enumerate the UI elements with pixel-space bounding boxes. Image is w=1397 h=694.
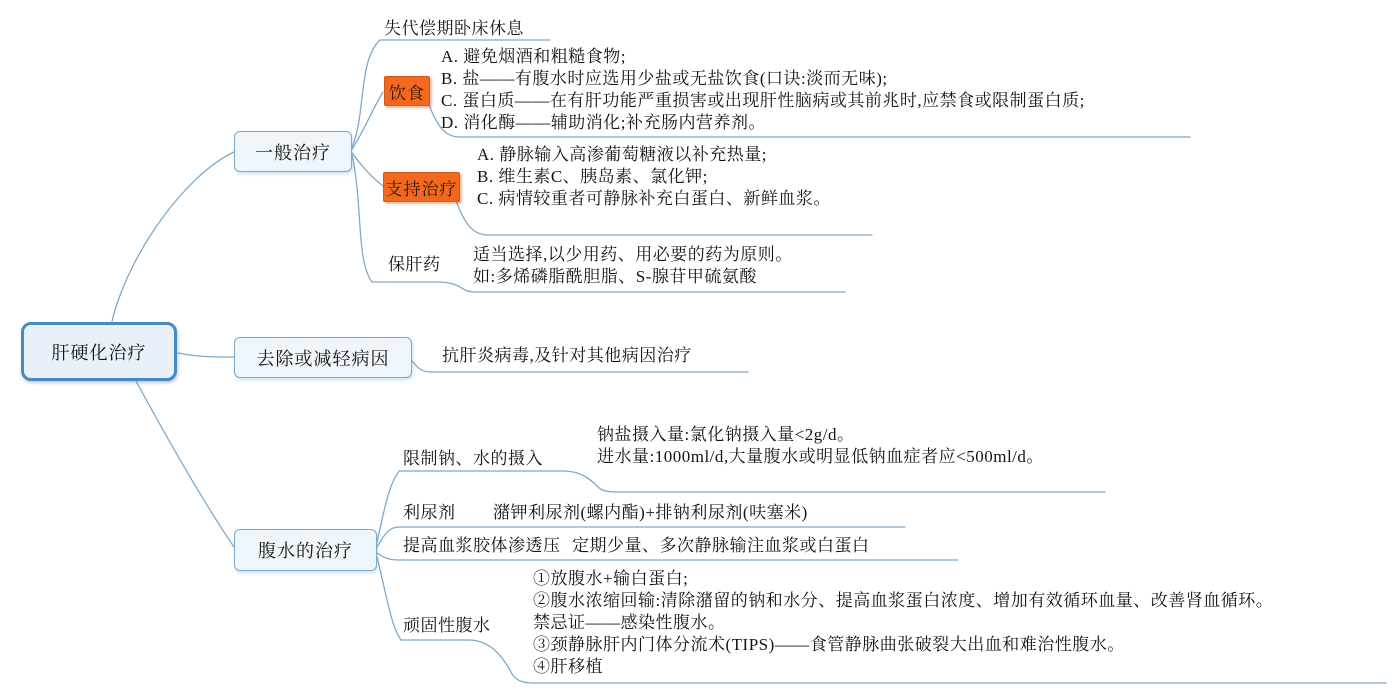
diet-item: B. 盐——有腹水时应选用少盐或无盐饮食(口诀:淡而无味); bbox=[441, 69, 888, 88]
link-general-diet bbox=[352, 92, 383, 149]
topic-refractory-label: 顽固性腹水 bbox=[403, 616, 491, 635]
tag-supportive-therapy[interactable] bbox=[383, 172, 460, 202]
tag-diet[interactable] bbox=[384, 76, 430, 106]
root-node-label: 肝硬化治疗 bbox=[51, 342, 147, 363]
refractory-item: ①放腹水+输白蛋白; bbox=[533, 569, 689, 588]
topic-diuretic-label: 利尿剂 bbox=[403, 503, 456, 522]
topic-diet-content[interactable] bbox=[441, 46, 1085, 134]
diet-item: C. 蛋白质——在有肝功能严重损害或出现肝性脑病或其前兆时,应禁食或限制蛋白质; bbox=[441, 91, 1085, 110]
topic-liver-drug-content[interactable] bbox=[473, 244, 793, 288]
link-root-ascites bbox=[136, 381, 234, 547]
support-item: C. 病情较重者可静脉补充白蛋白、新鲜血浆。 bbox=[477, 189, 831, 208]
topic-cause-detail[interactable] bbox=[442, 345, 692, 367]
topic-restrict-label: 限制钠、水的摄入 bbox=[403, 449, 543, 468]
restrict-item: 钠盐摄入量:氯化钠摄入量<2g/d。 bbox=[597, 425, 855, 444]
topic-refractory[interactable] bbox=[403, 615, 491, 637]
node-general-treatment-label: 一般治疗 bbox=[255, 142, 331, 163]
refractory-item: ②腹水浓缩回输:清除潴留的钠和水分、提高血浆蛋白浓度、增加有效循环血量、改善肾血循环。 bbox=[533, 591, 1274, 610]
liver-drug-item: 适当选择,以少用药、用必要的药为原则。 bbox=[473, 245, 793, 264]
topic-osmotic-detail-text: 定期少量、多次静脉输注血浆或白蛋白 bbox=[572, 536, 870, 555]
topic-liver-drug-label: 保肝药 bbox=[388, 255, 441, 274]
topic-diuretic[interactable] bbox=[403, 502, 456, 524]
node-ascites-treatment[interactable] bbox=[234, 529, 377, 571]
node-remove-cause-label: 去除或减轻病因 bbox=[256, 348, 390, 369]
link-root-general bbox=[112, 152, 234, 321]
diet-item: D. 消化酶——辅助消化;补充肠内营养剂。 bbox=[441, 113, 766, 132]
node-ascites-treatment-label: 腹水的治疗 bbox=[258, 541, 353, 561]
root-node-liver-cirrhosis-treatment[interactable] bbox=[21, 322, 177, 381]
topic-diuretic-detail-text: 潴钾利尿剂(螺内酯)+排钠利尿剂(呋塞米) bbox=[493, 503, 808, 522]
topic-cause-detail-text: 抗肝炎病毒,及针对其他病因治疗 bbox=[442, 346, 692, 365]
topic-restrict-content[interactable] bbox=[597, 424, 1044, 468]
topic-bed-rest[interactable] bbox=[384, 18, 524, 40]
diet-item: A. 避免烟酒和粗糙食物; bbox=[441, 47, 626, 66]
liver-drug-item: 如:多烯磷脂酰胆脂、S-腺苷甲硫氨酸 bbox=[473, 267, 757, 286]
refractory-item: 禁忌证——感染性腹水。 bbox=[533, 613, 726, 632]
support-item: A. 静脉输入高渗葡萄糖液以补充热量; bbox=[477, 145, 767, 164]
topic-support-content[interactable] bbox=[477, 144, 831, 210]
topic-bed-rest-text: 失代偿期卧床休息 bbox=[384, 19, 524, 38]
refractory-item: ④肝移植 bbox=[533, 657, 603, 676]
topic-osmotic-label: 提高血浆胶体渗透压 bbox=[403, 536, 561, 555]
topic-osmotic[interactable] bbox=[403, 535, 561, 557]
support-item: B. 维生素C、胰岛素、氯化钾; bbox=[477, 167, 708, 186]
topic-liver-drug[interactable] bbox=[388, 254, 441, 276]
node-general-treatment[interactable] bbox=[234, 131, 352, 172]
refractory-item: ③颈静脉肝内门体分流术(TIPS)——食管静脉曲张破裂大出血和难治性腹水。 bbox=[533, 635, 1125, 654]
tag-supportive-therapy-label: 支持治疗 bbox=[385, 179, 458, 199]
link-root-cause bbox=[178, 353, 234, 357]
restrict-item: 进水量:1000ml/d,大量腹水或明显低钠血症者应<500ml/d。 bbox=[597, 447, 1044, 466]
topic-restrict-sodium-water[interactable] bbox=[403, 448, 543, 470]
topic-diuretic-detail[interactable] bbox=[493, 502, 808, 524]
topic-refractory-content[interactable] bbox=[533, 568, 1273, 678]
topic-osmotic-detail[interactable] bbox=[572, 535, 870, 557]
node-remove-cause[interactable] bbox=[234, 337, 412, 378]
tag-diet-label: 饮食 bbox=[389, 83, 425, 103]
